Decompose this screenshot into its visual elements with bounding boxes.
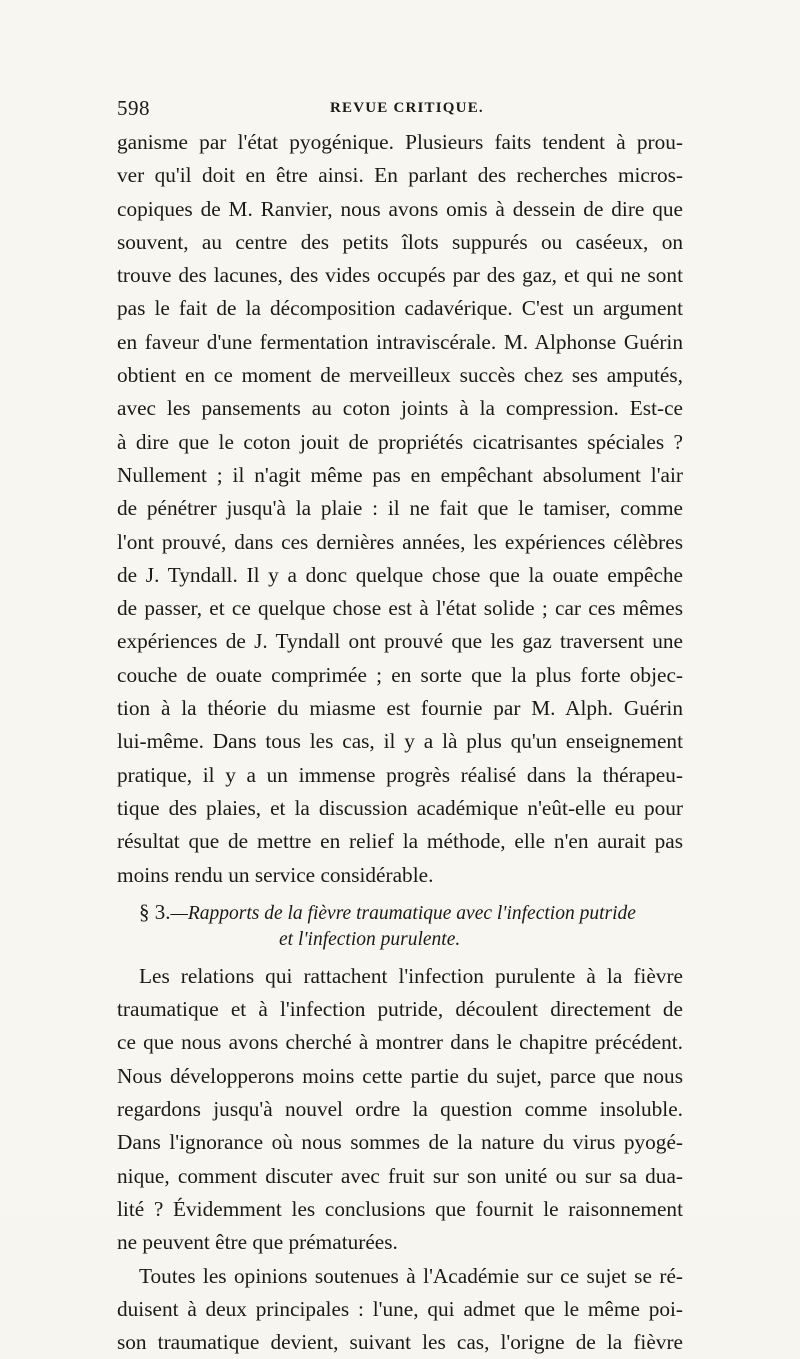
text-line: de J. Tyndall. Il y a donc quelque chose que la ouate empêche (117, 559, 683, 592)
page-header (117, 96, 683, 120)
text-line: lité ? Évidemment les conclusions que fournit le raisonnement (117, 1193, 683, 1226)
text-line: de pénétrer jusqu'à la plaie : il ne fait que le tamiser, comme (117, 492, 683, 525)
text-line: ver qu'il doit en être ainsi. En parlant des recherches micros- (117, 159, 683, 192)
text-line: Nullement ; il n'agit même pas en empêchant absolument l'air (117, 459, 683, 492)
text-line: Nous développerons moins cette partie du sujet, parce que nous (117, 1060, 683, 1093)
text-line: expériences de J. Tyndall ont prouvé que les gaz traversent une (117, 625, 683, 658)
text-line: à dire que le coton jouit de propriétés cicatrisantes spéciales ? (117, 426, 683, 459)
paragraph-2 (117, 960, 683, 1260)
text-line: ne peuvent être que prématurées. (117, 1226, 683, 1259)
text-line: résultat que de mettre en relief la méthode, elle n'en aurait pas (117, 825, 683, 858)
running-head: REVUE CRITIQUE. (330, 100, 484, 117)
text-line: tion à la théorie du miasme est fournie par M. Alph. Guérin (117, 692, 683, 725)
text-line: son traumatique devient, suivant les cas, l'origne de la fièvre (117, 1326, 683, 1359)
text-line: lui-même. Dans tous les cas, il y a là plus qu'un enseignement (117, 725, 683, 758)
section-number: § 3. (139, 900, 171, 924)
text-line: pas le fait de la décomposition cadavérique. C'est un argument (117, 292, 683, 325)
text-line: souvent, au centre des petits îlots suppurés ou caséeux, on (117, 226, 683, 259)
section-heading (117, 898, 683, 954)
text-line: avec les pansements au coton joints à la compression. Est-ce (117, 392, 683, 425)
text-line: Les relations qui rattachent l'infection purulente à la fièvre (117, 960, 683, 993)
text-line: traumatique et à l'infection putride, découlent directement de (117, 993, 683, 1026)
page-body (117, 126, 683, 1359)
text-line: tique des plaies, et la discussion académique n'eût-elle eu pour (117, 792, 683, 825)
text-line: Toutes les opinions soutenues à l'Académie sur ce sujet se ré- (117, 1260, 683, 1293)
text-line: duisent à deux principales : l'une, qui admet que le même poi- (117, 1293, 683, 1326)
text-line: l'ont prouvé, dans ces dernières années, les expériences célèbres (117, 526, 683, 559)
text-line: trouve des lacunes, des vides occupés par des gaz, et qui ne sont (117, 259, 683, 292)
text-line: copiques de M. Ranvier, nous avons omis à dessein de dire que (117, 193, 683, 226)
text-line: ce que nous avons cherché à montrer dans le chapitre précédent. (117, 1026, 683, 1059)
page-number: 598 (117, 96, 150, 121)
section-heading-line (117, 898, 683, 926)
text-line: moins rendu un service considérable. (117, 859, 683, 892)
text-line: nique, comment discuter avec fruit sur son unité ou sur sa dua- (117, 1160, 683, 1193)
section-title-line-1: —Rapports de la fièvre traumatique avec l'infection putride (171, 903, 636, 924)
text-line: en faveur d'une fermentation intraviscérale. M. Alphonse Guérin (117, 326, 683, 359)
section-title-line-2: et l'infection purulente. (117, 926, 683, 954)
paragraph-3 (117, 1260, 683, 1359)
paragraph-1 (117, 126, 683, 892)
text-line: pratique, il y a un immense progrès réalisé dans la thérapeu- (117, 759, 683, 792)
text-line: obtient en ce moment de merveilleux succès chez ses amputés, (117, 359, 683, 392)
text-line: de passer, et ce quelque chose est à l'état solide ; car ces mêmes (117, 592, 683, 625)
text-line: regardons jusqu'à nouvel ordre la question comme insoluble. (117, 1093, 683, 1126)
text-line: Dans l'ignorance où nous sommes de la nature du virus pyogé- (117, 1126, 683, 1159)
text-line: ganisme par l'état pyogénique. Plusieurs faits tendent à prou- (117, 126, 683, 159)
text-line: couche de ouate comprimée ; en sorte que la plus forte objec- (117, 659, 683, 692)
